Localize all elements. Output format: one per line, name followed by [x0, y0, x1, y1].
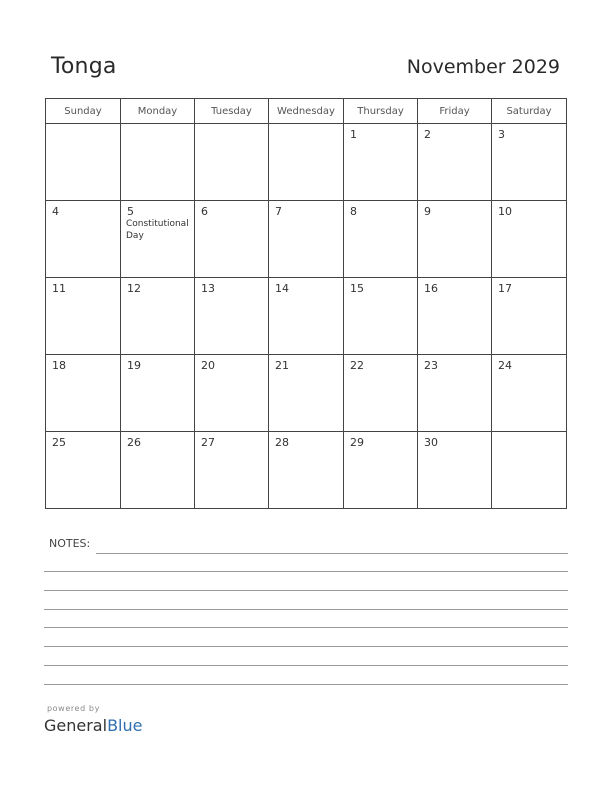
day-cell	[46, 124, 121, 201]
day-number: 30	[424, 436, 438, 449]
day-number: 28	[275, 436, 289, 449]
weekday-header: Wednesday	[269, 99, 344, 124]
day-number: 13	[201, 282, 215, 295]
day-number: 6	[201, 205, 208, 218]
day-cell	[195, 278, 269, 355]
day-cell	[195, 201, 269, 278]
day-number: 17	[498, 282, 512, 295]
day-number: 3	[498, 128, 505, 141]
day-cell	[344, 432, 418, 509]
day-number: 18	[52, 359, 66, 372]
day-number: 14	[275, 282, 289, 295]
note-line	[44, 684, 568, 685]
day-number: 2	[424, 128, 431, 141]
day-cell	[418, 201, 492, 278]
day-cell	[46, 201, 121, 278]
day-cell	[492, 432, 567, 509]
day-cell	[344, 201, 418, 278]
weekday-header: Monday	[121, 99, 195, 124]
week-row	[46, 355, 567, 432]
month-year-title: November 2029	[406, 56, 560, 78]
note-line	[96, 553, 568, 554]
day-number: 7	[275, 205, 282, 218]
brand-blue-text: Blue	[107, 716, 143, 735]
day-cell	[418, 124, 492, 201]
day-cell	[492, 355, 567, 432]
day-number: 11	[52, 282, 66, 295]
day-number: 8	[350, 205, 357, 218]
weekday-header: Thursday	[344, 99, 418, 124]
day-cell	[269, 278, 344, 355]
day-cell	[492, 124, 567, 201]
day-cell	[46, 355, 121, 432]
week-row	[46, 278, 567, 355]
weekday-header: Sunday	[46, 99, 121, 124]
day-cell	[269, 201, 344, 278]
day-cell	[492, 278, 567, 355]
day-number: 1	[350, 128, 357, 141]
day-cell	[121, 355, 195, 432]
day-number: 16	[424, 282, 438, 295]
day-number: 22	[350, 359, 364, 372]
note-line	[44, 590, 568, 591]
calendar-grid	[45, 98, 567, 509]
day-cell	[418, 432, 492, 509]
day-cell	[344, 355, 418, 432]
day-number: 4	[52, 205, 59, 218]
weekday-header: Saturday	[492, 99, 567, 124]
weekday-header-row	[46, 99, 567, 124]
day-number: 5	[127, 205, 134, 218]
day-number: 23	[424, 359, 438, 372]
powered-by-text: powered by	[47, 704, 100, 713]
week-row	[46, 124, 567, 201]
note-line	[44, 627, 568, 628]
day-cell	[46, 278, 121, 355]
note-line	[44, 646, 568, 647]
note-line	[44, 665, 568, 666]
day-cell	[269, 432, 344, 509]
day-number: 26	[127, 436, 141, 449]
day-cell	[418, 355, 492, 432]
holiday-label: Constitutional Day	[126, 219, 189, 241]
weekday-header: Tuesday	[195, 99, 269, 124]
day-cell	[121, 201, 195, 278]
week-row	[46, 201, 567, 278]
day-number: 25	[52, 436, 66, 449]
day-cell	[121, 432, 195, 509]
note-line	[44, 571, 568, 572]
generalblue-logo	[44, 716, 142, 735]
day-number: 12	[127, 282, 141, 295]
day-cell	[344, 124, 418, 201]
day-number: 29	[350, 436, 364, 449]
day-number: 24	[498, 359, 512, 372]
day-number: 15	[350, 282, 364, 295]
day-number: 9	[424, 205, 431, 218]
day-number: 20	[201, 359, 215, 372]
day-cell	[418, 278, 492, 355]
day-cell	[46, 432, 121, 509]
day-cell	[195, 432, 269, 509]
country-title: Tonga	[51, 54, 117, 79]
brand-general-text: General	[44, 716, 108, 735]
day-number: 10	[498, 205, 512, 218]
note-line	[44, 609, 568, 610]
day-number: 19	[127, 359, 141, 372]
day-cell	[121, 278, 195, 355]
day-number: 27	[201, 436, 215, 449]
day-cell	[195, 124, 269, 201]
day-cell	[121, 124, 195, 201]
day-cell	[269, 124, 344, 201]
day-cell	[492, 201, 567, 278]
weekday-header: Friday	[418, 99, 492, 124]
week-row	[46, 432, 567, 509]
day-cell	[344, 278, 418, 355]
day-cell	[269, 355, 344, 432]
day-cell	[195, 355, 269, 432]
day-number: 21	[275, 359, 289, 372]
notes-label: NOTES:	[49, 537, 91, 550]
